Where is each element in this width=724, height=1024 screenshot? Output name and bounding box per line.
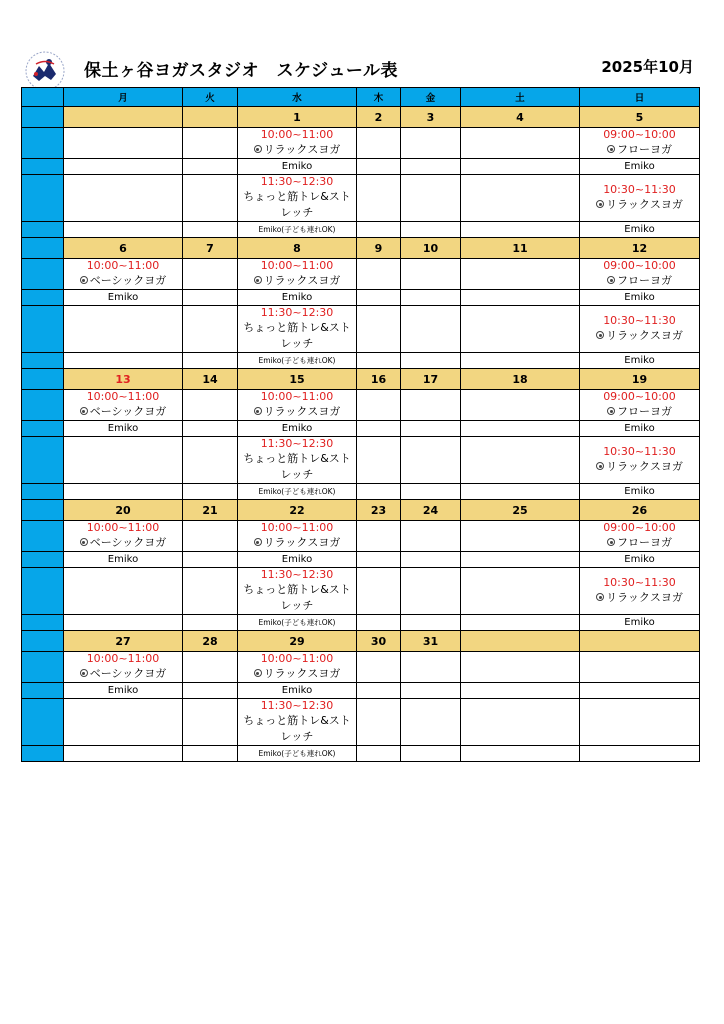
class-time: 10:00~11:00 — [260, 259, 334, 272]
circle-mark-icon — [254, 145, 262, 153]
class-name-line2: レッチ — [280, 730, 314, 743]
empty-cell — [183, 437, 238, 484]
class-name — [580, 197, 699, 213]
class-wed2-slot — [238, 699, 357, 746]
empty-cell — [401, 421, 461, 437]
empty-cell — [183, 306, 238, 353]
side-cell — [22, 437, 64, 484]
empty-cell — [461, 290, 580, 306]
empty-cell — [461, 306, 580, 353]
class-instructor: Emiko — [238, 552, 357, 568]
empty-cell — [357, 259, 401, 290]
empty-cell — [183, 746, 238, 762]
class-name-text: リラックスヨガ — [606, 329, 683, 342]
date-cell: 5 — [580, 107, 700, 128]
class-name — [580, 142, 699, 158]
class-name-line2: レッチ — [280, 206, 314, 219]
empty-cell — [461, 521, 580, 552]
empty-cell — [183, 552, 238, 568]
empty-cell — [357, 306, 401, 353]
circle-mark-icon — [254, 276, 262, 284]
class-name-text: フローヨガ — [617, 274, 672, 287]
class-instructor: Emiko — [580, 353, 700, 369]
side-cell — [22, 159, 64, 175]
class-name-text: リラックスヨガ — [263, 667, 341, 680]
empty-cell — [461, 652, 580, 683]
circle-mark-icon — [80, 407, 88, 415]
class-time: 09:00~10:00 — [603, 259, 676, 272]
weekday-header: 火 — [183, 88, 238, 107]
class-name — [580, 404, 699, 420]
class-name — [238, 535, 356, 551]
class-name-line1: ちょっと筋トレ&スト — [243, 452, 351, 465]
class-name-text: リラックスヨガ — [606, 591, 683, 604]
empty-cell — [461, 421, 580, 437]
empty-cell — [183, 683, 238, 699]
empty-cell — [401, 175, 461, 222]
date-cell: 17 — [401, 369, 461, 390]
class-mon-slot — [64, 259, 183, 290]
date-cell: 22 — [238, 500, 357, 521]
class-name — [580, 459, 699, 475]
weekday-header: 土 — [461, 88, 580, 107]
empty-cell — [357, 222, 401, 238]
circle-mark-icon — [596, 462, 604, 470]
class-wed1-slot — [238, 521, 357, 552]
class-sun2-slot — [580, 306, 700, 353]
class-instructor: Emiko — [238, 683, 357, 699]
empty-cell — [64, 306, 183, 353]
date-cell — [461, 631, 580, 652]
class-instructor: Emiko — [238, 159, 357, 175]
class-instructor: Emiko — [238, 290, 357, 306]
empty-cell — [461, 552, 580, 568]
side-cell — [22, 88, 64, 107]
class-time: 09:00~10:00 — [603, 521, 676, 534]
empty-cell — [183, 568, 238, 615]
empty-cell — [357, 353, 401, 369]
empty-cell — [183, 353, 238, 369]
page-title: 保土ヶ谷ヨガスタジオ スケジュール表 — [84, 61, 398, 81]
class-instructor: Emiko — [580, 552, 700, 568]
empty-cell — [183, 159, 238, 175]
class-name — [64, 273, 182, 289]
side-cell — [22, 521, 64, 552]
empty-cell — [183, 259, 238, 290]
class-instructor: Emiko — [580, 159, 700, 175]
date-cell: 8 — [238, 238, 357, 259]
class-time: 10:00~11:00 — [260, 390, 334, 403]
empty-cell — [357, 290, 401, 306]
empty-cell — [64, 175, 183, 222]
empty-cell — [183, 421, 238, 437]
class-name-line1: ちょっと筋トレ&スト — [243, 714, 351, 727]
class-name — [64, 666, 182, 682]
class-instructor: Emiko — [238, 421, 357, 437]
class-name — [238, 666, 356, 682]
date-cell: 9 — [357, 238, 401, 259]
side-cell — [22, 652, 64, 683]
empty-cell — [357, 652, 401, 683]
date-cell: 21 — [183, 500, 238, 521]
class-name — [580, 273, 699, 289]
date-cell: 16 — [357, 369, 401, 390]
class-time: 10:00~11:00 — [86, 652, 160, 665]
class-name — [238, 142, 356, 158]
side-cell — [22, 353, 64, 369]
class-time: 10:30~11:30 — [603, 445, 676, 458]
class-mon-slot — [64, 652, 183, 683]
empty-cell — [401, 746, 461, 762]
class-name-text: リラックスヨガ — [263, 143, 341, 156]
class-name — [580, 590, 699, 606]
empty-cell — [357, 699, 401, 746]
empty-cell — [357, 683, 401, 699]
class-instructor-note: Emiko(子ども連れOK) — [238, 353, 357, 369]
date-cell: 2 — [357, 107, 401, 128]
class-time: 11:30~12:30 — [260, 306, 334, 319]
class-wed1-slot — [238, 128, 357, 159]
empty-cell — [401, 306, 461, 353]
date-cell: 29 — [238, 631, 357, 652]
empty-cell — [64, 353, 183, 369]
class-sun1-slot — [580, 128, 700, 159]
class-instructor-note: Emiko(子ども連れOK) — [238, 615, 357, 631]
empty-cell — [401, 568, 461, 615]
date-cell: 4 — [461, 107, 580, 128]
circle-mark-icon — [254, 669, 262, 677]
empty-cell — [357, 568, 401, 615]
class-time: 11:30~12:30 — [260, 175, 334, 188]
side-cell — [22, 306, 64, 353]
class-time: 09:00~10:00 — [603, 390, 676, 403]
date-cell: 1 — [238, 107, 357, 128]
empty-cell — [64, 615, 183, 631]
class-name-text: リラックスヨガ — [606, 460, 683, 473]
class-name-text: ベーシックヨガ — [89, 274, 167, 287]
class-time: 10:00~11:00 — [86, 521, 160, 534]
empty-cell — [64, 159, 183, 175]
class-instructor: Emiko — [580, 615, 700, 631]
empty-cell — [357, 484, 401, 500]
class-wed1-slot — [238, 390, 357, 421]
empty-cell — [461, 353, 580, 369]
class-wed2-slot — [238, 175, 357, 222]
empty-cell — [401, 484, 461, 500]
empty-cell — [357, 421, 401, 437]
empty-cell — [64, 568, 183, 615]
date-cell: 25 — [461, 500, 580, 521]
empty-cell — [357, 615, 401, 631]
empty-cell — [461, 699, 580, 746]
class-wed1-slot — [238, 652, 357, 683]
class-time: 11:30~12:30 — [260, 568, 334, 581]
date-cell — [183, 107, 238, 128]
empty-cell — [183, 484, 238, 500]
studio-logo — [24, 50, 66, 92]
empty-cell — [461, 484, 580, 500]
date-cell: 24 — [401, 500, 461, 521]
empty-cell — [183, 652, 238, 683]
empty-cell — [461, 746, 580, 762]
class-name-line2: レッチ — [280, 337, 314, 350]
empty-cell — [461, 568, 580, 615]
class-name-text: リラックスヨガ — [263, 405, 341, 418]
class-time: 10:00~11:00 — [260, 128, 334, 141]
class-time: 09:00~10:00 — [603, 128, 676, 141]
side-cell — [22, 500, 64, 521]
class-sun2-slot — [580, 437, 700, 484]
class-name — [64, 535, 182, 551]
empty-cell — [461, 159, 580, 175]
side-cell — [22, 615, 64, 631]
class-name — [238, 273, 356, 289]
empty-cell — [183, 521, 238, 552]
class-instructor-note: Emiko(子ども連れOK) — [238, 746, 357, 762]
class-name — [580, 328, 699, 344]
schedule-table — [21, 87, 700, 762]
empty-cell — [64, 437, 183, 484]
empty-cell — [401, 437, 461, 484]
empty-cell — [401, 128, 461, 159]
empty-cell — [401, 652, 461, 683]
circle-mark-icon — [607, 407, 615, 415]
class-wed1-slot — [238, 259, 357, 290]
class-mon-slot — [64, 390, 183, 421]
class-time: 10:00~11:00 — [86, 259, 160, 272]
class-sun1-slot — [580, 521, 700, 552]
date-cell: 28 — [183, 631, 238, 652]
empty-cell — [64, 128, 183, 159]
empty-cell — [357, 159, 401, 175]
class-instructor: Emiko — [580, 222, 700, 238]
empty-cell — [461, 128, 580, 159]
schedule-month: 2025年10月 — [601, 58, 694, 76]
class-instructor: Emiko — [64, 683, 183, 699]
date-cell: 11 — [461, 238, 580, 259]
empty-cell — [64, 699, 183, 746]
class-time: 10:30~11:30 — [603, 576, 676, 589]
empty-cell — [580, 746, 700, 762]
class-name-line1: ちょっと筋トレ&スト — [243, 583, 351, 596]
side-cell — [22, 421, 64, 437]
empty-cell — [401, 222, 461, 238]
weekday-header: 日 — [580, 88, 700, 107]
side-cell — [22, 683, 64, 699]
class-sun1-slot — [580, 259, 700, 290]
class-name-text: フローヨガ — [617, 143, 672, 156]
class-name-line1: ちょっと筋トレ&スト — [243, 321, 351, 334]
class-wed2-slot — [238, 437, 357, 484]
side-cell — [22, 175, 64, 222]
empty-cell — [183, 128, 238, 159]
empty-cell — [461, 437, 580, 484]
class-sun2-slot — [580, 568, 700, 615]
empty-cell — [401, 159, 461, 175]
empty-cell — [357, 521, 401, 552]
circle-mark-icon — [80, 276, 88, 284]
empty-cell — [461, 222, 580, 238]
empty-cell — [401, 552, 461, 568]
class-wed2-slot — [238, 306, 357, 353]
page-header — [24, 44, 700, 88]
empty-cell — [183, 615, 238, 631]
class-name-line2: レッチ — [280, 468, 314, 481]
side-cell — [22, 128, 64, 159]
empty-cell — [183, 175, 238, 222]
empty-cell — [357, 437, 401, 484]
class-time: 11:30~12:30 — [260, 437, 334, 450]
date-cell: 31 — [401, 631, 461, 652]
empty-cell — [401, 615, 461, 631]
class-time: 10:00~11:00 — [260, 521, 334, 534]
empty-cell — [357, 128, 401, 159]
side-cell — [22, 290, 64, 306]
empty-cell — [401, 699, 461, 746]
class-name-text: ベーシックヨガ — [89, 667, 167, 680]
class-time: 10:00~11:00 — [86, 390, 160, 403]
class-sun1-slot — [580, 390, 700, 421]
circle-mark-icon — [607, 538, 615, 546]
class-instructor: Emiko — [580, 484, 700, 500]
empty-cell — [357, 175, 401, 222]
class-instructor: Emiko — [64, 552, 183, 568]
class-time: 10:00~11:00 — [260, 652, 334, 665]
empty-cell — [401, 353, 461, 369]
date-cell: 14 — [183, 369, 238, 390]
class-name-text: リラックスヨガ — [606, 198, 683, 211]
date-cell — [64, 107, 183, 128]
empty-cell — [401, 390, 461, 421]
date-cell: 13 — [64, 369, 183, 390]
side-cell — [22, 484, 64, 500]
class-name-text: フローヨガ — [617, 405, 672, 418]
side-cell — [22, 390, 64, 421]
empty-cell — [183, 222, 238, 238]
class-name-text: フローヨガ — [617, 536, 672, 549]
date-cell: 20 — [64, 500, 183, 521]
side-cell — [22, 222, 64, 238]
date-cell: 15 — [238, 369, 357, 390]
empty-cell — [183, 699, 238, 746]
class-name-text: ベーシックヨガ — [89, 536, 167, 549]
side-cell — [22, 107, 64, 128]
empty-cell — [461, 615, 580, 631]
circle-mark-icon — [254, 538, 262, 546]
date-cell: 12 — [580, 238, 700, 259]
circle-mark-icon — [80, 538, 88, 546]
weekday-header: 水 — [238, 88, 357, 107]
circle-mark-icon — [596, 593, 604, 601]
empty-cell — [401, 683, 461, 699]
class-instructor: Emiko — [64, 290, 183, 306]
empty-cell — [580, 683, 700, 699]
empty-cell — [461, 259, 580, 290]
circle-mark-icon — [607, 276, 615, 284]
circle-mark-icon — [596, 331, 604, 339]
date-cell: 30 — [357, 631, 401, 652]
class-wed2-slot — [238, 568, 357, 615]
side-cell — [22, 746, 64, 762]
side-cell — [22, 238, 64, 259]
empty-cell — [580, 699, 700, 746]
class-name-line1: ちょっと筋トレ&スト — [243, 190, 351, 203]
side-cell — [22, 631, 64, 652]
date-cell: 10 — [401, 238, 461, 259]
class-time: 11:30~12:30 — [260, 699, 334, 712]
class-name-text: リラックスヨガ — [263, 274, 341, 287]
empty-cell — [357, 552, 401, 568]
empty-cell — [64, 222, 183, 238]
weekday-header: 木 — [357, 88, 401, 107]
empty-cell — [64, 746, 183, 762]
side-cell — [22, 369, 64, 390]
weekday-header: 金 — [401, 88, 461, 107]
class-mon-slot — [64, 521, 183, 552]
empty-cell — [357, 390, 401, 421]
side-cell — [22, 699, 64, 746]
date-cell — [580, 631, 700, 652]
side-cell — [22, 568, 64, 615]
class-name-text: リラックスヨガ — [263, 536, 341, 549]
empty-cell — [461, 175, 580, 222]
date-cell: 3 — [401, 107, 461, 128]
date-cell: 26 — [580, 500, 700, 521]
class-name-line2: レッチ — [280, 599, 314, 612]
circle-mark-icon — [80, 669, 88, 677]
circle-mark-icon — [254, 407, 262, 415]
class-instructor: Emiko — [580, 421, 700, 437]
circle-mark-icon — [607, 145, 615, 153]
empty-cell — [357, 746, 401, 762]
date-cell: 18 — [461, 369, 580, 390]
class-name — [64, 404, 182, 420]
side-cell — [22, 259, 64, 290]
date-cell: 27 — [64, 631, 183, 652]
class-name — [580, 535, 699, 551]
circle-mark-icon — [596, 200, 604, 208]
class-time: 10:30~11:30 — [603, 183, 676, 196]
empty-cell — [461, 390, 580, 421]
class-name — [238, 404, 356, 420]
side-cell — [22, 552, 64, 568]
class-instructor-note: Emiko(子ども連れOK) — [238, 222, 357, 238]
weekday-header: 月 — [64, 88, 183, 107]
class-instructor: Emiko — [64, 421, 183, 437]
class-sun2-slot — [580, 175, 700, 222]
class-instructor: Emiko — [580, 290, 700, 306]
date-cell: 7 — [183, 238, 238, 259]
empty-cell — [401, 259, 461, 290]
date-cell: 19 — [580, 369, 700, 390]
class-name-text: ベーシックヨガ — [89, 405, 167, 418]
empty-cell — [580, 652, 700, 683]
empty-cell — [64, 484, 183, 500]
empty-cell — [401, 521, 461, 552]
empty-cell — [183, 390, 238, 421]
class-time: 10:30~11:30 — [603, 314, 676, 327]
date-cell: 6 — [64, 238, 183, 259]
date-cell: 23 — [357, 500, 401, 521]
empty-cell — [461, 683, 580, 699]
empty-cell — [183, 290, 238, 306]
class-instructor-note: Emiko(子ども連れOK) — [238, 484, 357, 500]
empty-cell — [401, 290, 461, 306]
